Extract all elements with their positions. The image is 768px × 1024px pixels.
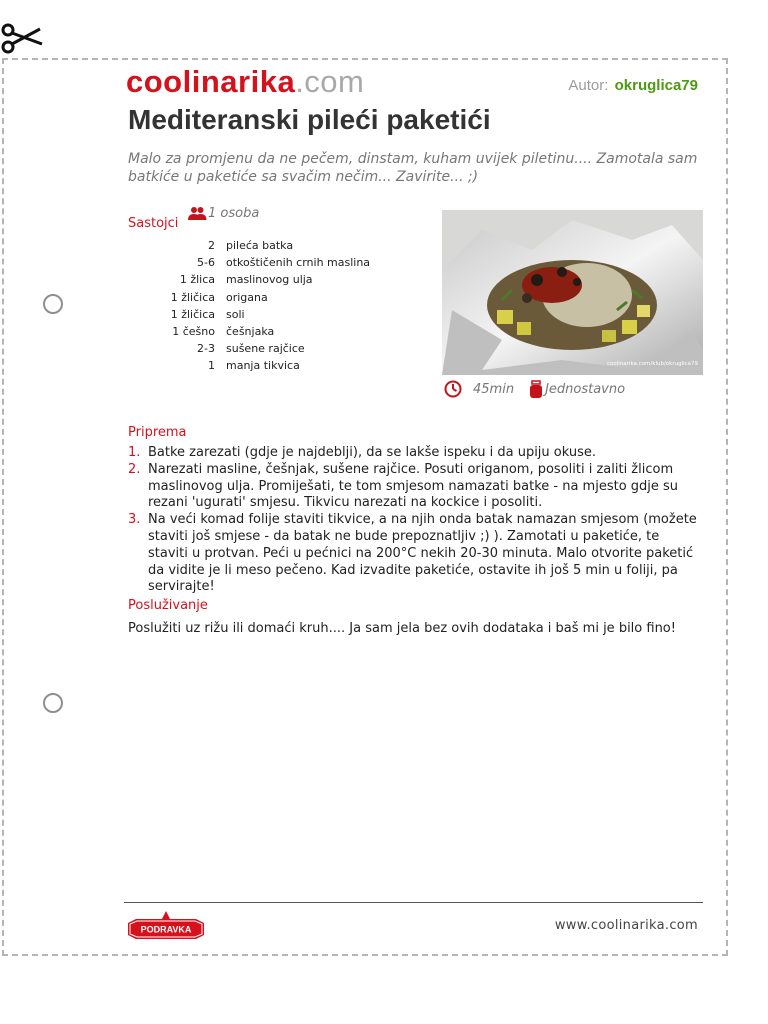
ingredient-name: manja tikvica: [226, 359, 300, 373]
step-text: Narezati masline, češnjak, sušene rajčice. Posuti origanom, posoliti i zaliti žlicom maslinovog ulja. Promiješati, te tom smjesom namazati batke - na mjesto gdje su rezani 'ugurati' smjesu. Tikvicu narezati na kockice i posoliti.: [148, 461, 679, 511]
ingredient-row: [130, 237, 430, 254]
coolinarika-logo[interactable]: [126, 64, 364, 100]
logo-text-domain: .com: [295, 64, 365, 99]
step-number: 2.: [128, 461, 141, 477]
recipe-meta: [443, 379, 625, 399]
ingredient-quantity: 5-6: [197, 256, 215, 270]
ingredient-row: [130, 254, 430, 271]
ingredient-quantity: 2-3: [197, 342, 215, 356]
ingredient-quantity: 1 žličica: [170, 290, 215, 304]
ingredient-row: [130, 357, 430, 374]
servings: [188, 206, 259, 221]
ingredient-name: maslinovog ulja: [226, 273, 313, 287]
serving-text: Poslužiti uz rižu ili domaći kruh.... Ja sam jela bez ovih dodataka i baš mi je bilo fino!: [128, 621, 676, 636]
ingredient-name: sušene rajčice: [226, 342, 305, 356]
ingredient-row: [130, 271, 430, 288]
punch-hole-top: [43, 294, 63, 314]
recipe-photo: [442, 210, 703, 375]
ingredient-row: [130, 323, 430, 340]
photo-watermark: coolinarika.com/klub/okruglica79: [607, 361, 699, 367]
ingredient-row: [130, 289, 430, 306]
punch-hole-bottom: [43, 693, 63, 713]
servings-text: 1 osoba: [208, 206, 260, 221]
logo-text-cool: cool: [126, 64, 192, 99]
ingredient-row: [130, 340, 430, 357]
recipe-title: Mediteranski pileći paketići: [128, 104, 491, 135]
brand-name: PODRAVKA: [140, 924, 192, 935]
ingredient-row: [130, 306, 430, 323]
step-number: 3.: [128, 512, 141, 528]
ingredient-name: otkoštičenih crnih maslina: [226, 256, 371, 270]
ingredients-list: [130, 237, 430, 375]
difficulty: Jednostavno: [545, 381, 626, 397]
ingredient-quantity: 1 češno: [172, 325, 215, 339]
ingredient-quantity: 2: [208, 239, 215, 253]
ingredient-name: češnjaka: [226, 325, 275, 339]
serving-heading: Posluživanje: [128, 598, 208, 613]
ingredient-name: soli: [226, 307, 245, 321]
author-label: Autor:: [568, 77, 609, 94]
logo-text-inarika: inarika: [191, 64, 296, 99]
preparation-heading: Priprema: [128, 425, 187, 440]
author-line: [568, 77, 698, 94]
cooking-pot-icon: [528, 379, 544, 399]
scissors-icon: [0, 20, 46, 56]
author-name-link[interactable]: okruglica79: [614, 77, 698, 94]
step-item: [128, 512, 700, 596]
step-item: [128, 462, 700, 512]
prep-time: 45min: [473, 381, 515, 397]
ingredient-quantity: 1 žlica: [179, 273, 215, 287]
clock-icon: [443, 379, 463, 399]
step-text: Na veći komad folije staviti tikvice, a na njih onda batak namazan smjesom (možete staviti još smjese - da batak ne bude prepoznatljiv ;) ). Zamotati u paketiće, te staviti u protvan. Peći u pećnici na 200°C nekih 20-30 minuta. Malo otvorite paketić da vidite je li meso pečeno. Kad izvadite paketiće, ostavite ih još 5 min u foliji, pa servirajte!: [148, 512, 697, 595]
ingredient-name: origana: [226, 290, 268, 304]
podravka-logo[interactable]: [126, 909, 206, 943]
ingredient-name: pileća batka: [226, 239, 294, 253]
ingredient-quantity: 1 žličica: [170, 307, 215, 321]
ingredient-quantity: 1: [208, 359, 215, 373]
footer-divider: [124, 902, 703, 903]
step-text: Batke zarezati (gdje je najdeblji), da se lakše ispeku i da upiju okuse.: [148, 445, 597, 460]
people-icon: [188, 206, 207, 221]
step-item: [128, 445, 700, 462]
step-number: 1.: [128, 445, 141, 460]
ingredients-heading: Sastojci: [128, 216, 179, 231]
recipe-intro: Malo za promjenu da ne pečem, dinstam, kuham uvijek piletinu.... Zamotala sam batkiće u paketiće sa svačim nečim... Zavirite... ;): [128, 151, 698, 185]
preparation-steps: [128, 445, 700, 596]
website-link[interactable]: www.coolinarika.com: [554, 918, 698, 933]
